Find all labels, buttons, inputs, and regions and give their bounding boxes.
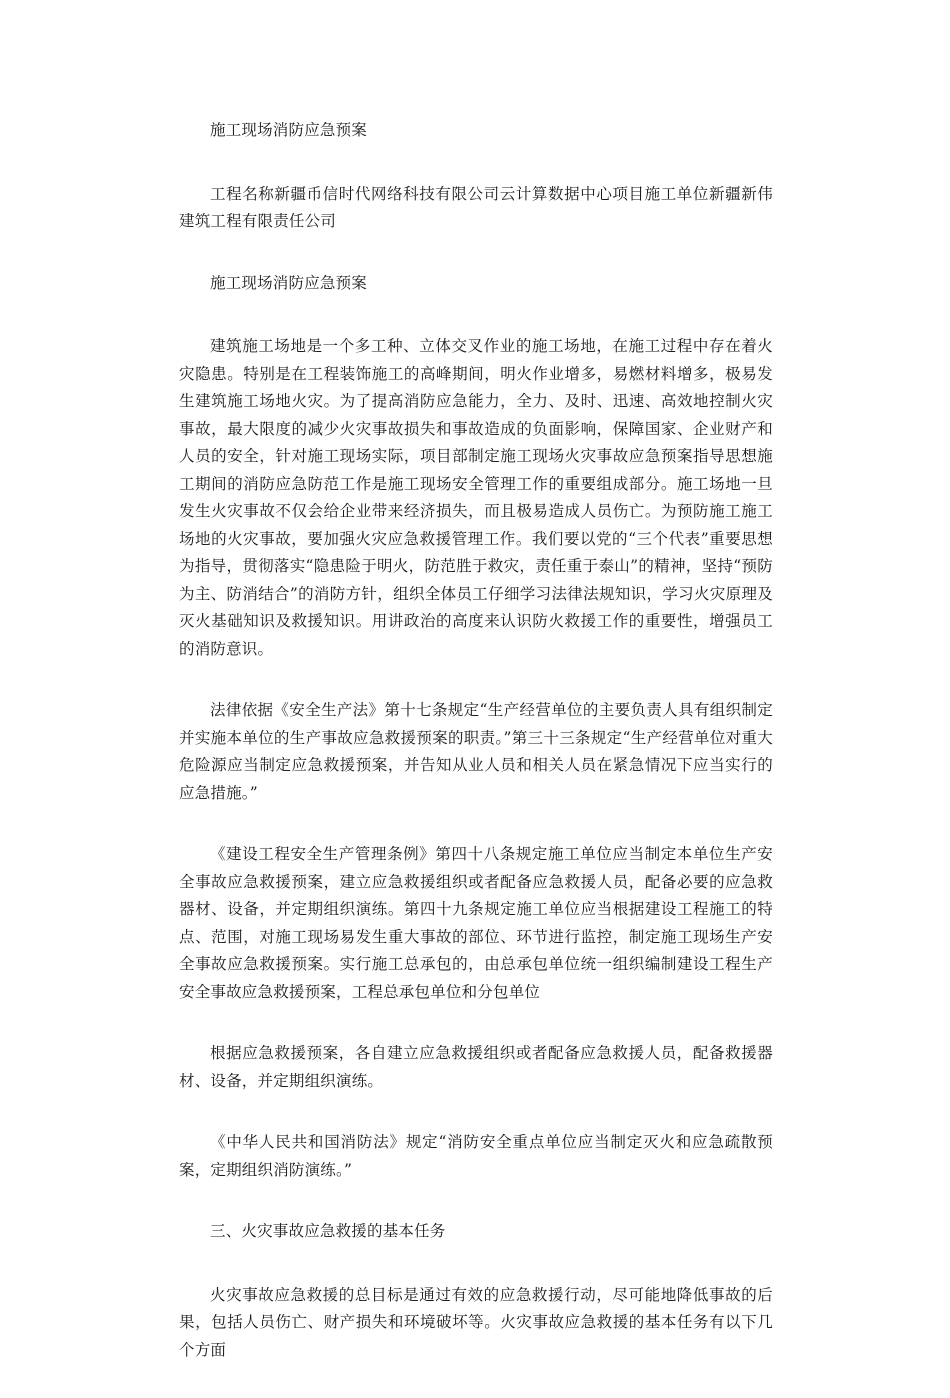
section-title: 施工现场消防应急预案 (210, 273, 368, 292)
document-title: 施工现场消防应急预案 (210, 121, 368, 139)
basic-tasks-paragraph: 火灾事故应急救援的总目标是通过有效的应急救援行动，尽可能地降低事故的后果，包括人员伤亡、财产损失和环境破坏等。火灾事故应急救援的基本任务有以下几个方面 (179, 1285, 773, 1359)
intro-paragraph: 建筑施工场地是一个多工种、立体交叉作业的施工场地，在施工过程中存在着火灾隐患。特别是在工程装饰施工的高峰期间，明火作业增多，易燃材料增多，极易发生建筑施工场地火灾。为了提高消防应急能力，全力、及时、迅速、高效地控制火灾事故，最大限度的减少火灾事故损失和事故造成的负面影响，保障国家、企业财产和人员的安全，针对施工现场实际，项目部制定施工现场火灾事故应急预案指导思想施工期间的消防应急防范工作是施工现场安全管理工作的重要组成部分。施工场地一旦发生火灾事故不仅会给企业带来经济损失，而且极易造成人员伤亡。为预防施工施工场地的火灾事故，要加强火灾应急救援管理工作。我们要以党的“三个代表”重要思想为指导，贯彻落实“隐患险于明火，防范胜于救灾，责任重于泰山”的精神，坚持“预防为主、防消结合”的消防方针，组织全体员工仔细学习法律法规知识，学习火灾原理及灭火基础知识及救援知识。用讲政治的高度来认识防火救援工作的重要性，增强员工的消防意识。 (179, 337, 773, 658)
document-body (179, 117, 773, 1398)
legal-basis-paragraph: 法律依据《安全生产法》第十七条规定“生产经营单位的主要负责人具有组织制定并实施本单位的生产事故应急救援预案的职责。”第三十三条规定“生产经营单位对重大危险源应当制定应急救援预案，并告知从业人员和相关人员在紧急情况下应当实行的应急措施。” (179, 701, 773, 802)
project-info-paragraph: 工程名称新疆币信时代网络科技有限公司云计算数据中心项目施工单位新疆新伟建筑工程有限责任公司 (179, 184, 773, 230)
basic-tasks-heading: 三、火灾事故应急救援的基本任务 (210, 1222, 446, 1240)
fire-law-paragraph: 《中华人民共和国消防法》规定“消防安全重点单位应当制定灭火和应急疏散预案，定期组织消防演练。” (179, 1133, 773, 1179)
rescue-plan-paragraph: 根据应急救援预案，各自建立应急救援组织或者配备应急救援人员，配备救援器材、设备，并定期组织演练。 (179, 1044, 773, 1090)
regulation-paragraph: 《建设工程安全生产管理条例》第四十八条规定施工单位应当制定本单位生产安全事故应急救援预案，建立应急救援组织或者配备应急救援人员，配备必要的应急救器材、设备，并定期组织演练。第四十九条规定施工单位应当根据建设工程施工的特点、范围，对施工现场易发生重大事故的部位、环节进行监控，制定施工现场生产安全事故应急救援预案。实行施工总承包的，由总承包单位统一组织编制建设工程生产安全事故应急救援预案，工程总承包单位和分包单位 (179, 845, 773, 1001)
